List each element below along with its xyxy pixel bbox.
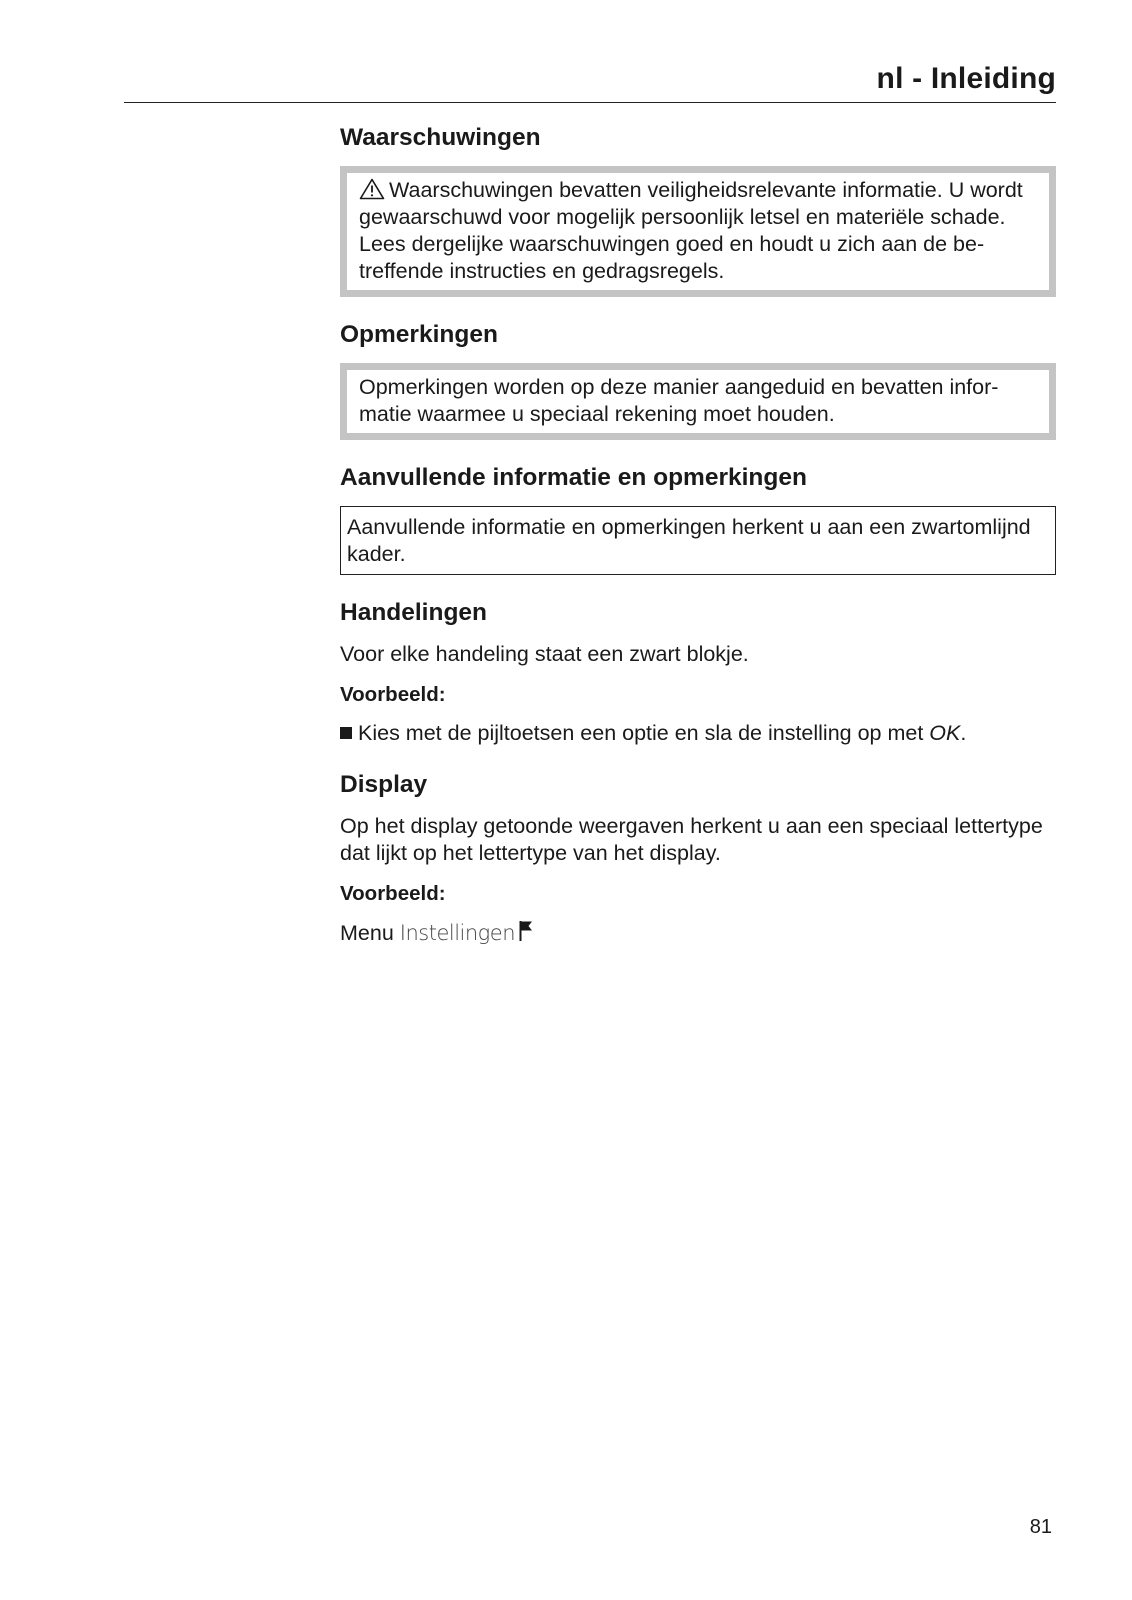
actions-heading: Handelingen xyxy=(340,599,488,626)
section-additional xyxy=(340,462,1056,575)
section-display xyxy=(340,769,1056,947)
actions-text: Voor elke handeling staat een zwart blokje. xyxy=(340,642,749,666)
display-heading: Display xyxy=(340,771,428,798)
page-number: 81 xyxy=(1029,1516,1052,1538)
actions-example-ok: OK xyxy=(929,721,961,745)
display-example-label: Voorbeeld: xyxy=(340,882,446,905)
flag-icon xyxy=(518,919,534,943)
warnings-paragraph-1 xyxy=(359,177,1037,231)
remarks-heading: Opmerkingen xyxy=(340,321,498,348)
actions-example-label: Voorbeeld: xyxy=(340,683,446,706)
warnings-text-2: Lees dergelijke waarschuwingen goed en houdt u zich aan de betreffende instructies en gedragsregels. xyxy=(359,232,985,283)
section-remarks xyxy=(340,319,1056,440)
display-example-value: Instellingen xyxy=(399,921,516,945)
additional-text: Aanvullende informatie en opmerkingen herkent u aan een zwartomlijnd kader. xyxy=(347,515,1031,566)
remarks-box xyxy=(340,363,1056,440)
section-actions xyxy=(340,597,1056,747)
header-title: nl - Inleiding xyxy=(876,62,1056,95)
display-example xyxy=(340,919,1056,947)
actions-example xyxy=(340,720,1056,747)
black-square-bullet-icon xyxy=(340,727,352,739)
page-header xyxy=(124,56,1056,103)
actions-example-end: . xyxy=(960,721,967,745)
actions-example-text: Kies met de pijltoetsen een optie en sla de instelling op met xyxy=(358,721,930,745)
section-warnings xyxy=(340,122,1056,297)
warning-triangle-icon xyxy=(359,178,385,200)
display-example-prefix: Menu xyxy=(340,921,400,945)
display-text: Op het display getoonde weergaven herkent u aan een speciaal lettertype dat lijkt op het lettertype van het display. xyxy=(340,814,1043,865)
warnings-box xyxy=(340,166,1056,297)
additional-box xyxy=(340,506,1056,575)
remarks-text: Opmerkingen worden op deze manier aangeduid en bevatten informatie waarmee u speciaal rekening moet houden. xyxy=(359,375,999,426)
main-content xyxy=(340,122,1056,969)
warnings-text-1: Waarschuwingen bevatten veiligheidsrelevante informatie. U wordt gewaarschuwd voor mogelijk persoonlijk letsel en materiële schade. xyxy=(359,178,1023,229)
additional-heading: Aanvullende informatie en opmerkingen xyxy=(340,464,807,491)
warnings-heading: Waarschuwingen xyxy=(340,124,541,151)
